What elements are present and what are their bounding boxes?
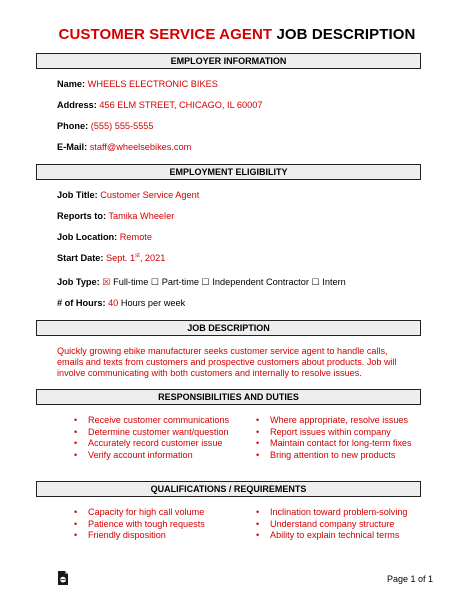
document-logo-icon [57, 571, 69, 585]
list-item: • Report issues within company [256, 427, 412, 439]
job-description-text: Quickly growing ebike manufacturer seeks customer service agent to handle calls, emails and texts from customers and prospective customers about products. Job will involve communicating with both customers and internally to resolve issues. [57, 346, 397, 378]
start-date-label: Start Date [57, 253, 101, 264]
job-type-field: Job Type: ☒ Full-time ☐ Part-time ☐ Independent Contractor ☐ Intern [57, 277, 346, 287]
job-location-label: Job Location [57, 232, 115, 242]
employer-name-value: WHEELS ELECTRONIC BIKES [87, 79, 218, 89]
hours-suffix: Hours per week [120, 298, 186, 308]
employer-section-header: EMPLOYER INFORMATION [36, 53, 421, 69]
employer-phone-field: Phone: (555) 555-5555 [57, 121, 154, 131]
description-section-header: JOB DESCRIPTION [36, 320, 421, 336]
part-time-checkbox[interactable]: ☐ [150, 277, 160, 287]
title-black-part: JOB DESCRIPTION [276, 26, 416, 43]
list-item: • Verify account information [74, 450, 229, 462]
list-item: • Accurately record customer issue [74, 438, 229, 450]
responsibilities-section-header: RESPONSIBILITIES AND DUTIES [36, 389, 421, 405]
contractor-checkbox[interactable]: ☐ [201, 277, 210, 287]
list-item: • Patience with tough requests [74, 519, 205, 531]
hours-label: # of Hours [57, 298, 103, 308]
hours-field: # of Hours: 40 Hours per week [57, 298, 186, 308]
employer-email-label: E-Mail [57, 142, 85, 152]
hours-value: 40 [108, 298, 119, 308]
employer-email-value[interactable]: staff@wheelsebikes.com [89, 142, 192, 152]
list-item: • Bring attention to new products [256, 450, 412, 462]
employer-phone-value: (555) 555-5555 [90, 121, 154, 131]
list-item: • Capacity for high call volume [74, 507, 205, 519]
start-date-field: Start Date: Sept. 1st, 2021 [57, 253, 166, 264]
qualifications-left-list [74, 507, 205, 542]
job-type-label: Job Type [57, 277, 97, 287]
job-type-option-full-time: Full-time [113, 277, 149, 287]
list-item: • Understand company structure [256, 519, 408, 531]
job-title-field: Job Title: Customer Service Agent [57, 190, 200, 200]
intern-checkbox[interactable]: ☐ [311, 277, 320, 287]
employer-address-label: Address [57, 100, 94, 110]
employer-email-field: E-Mail: staff@wheelsebikes.com [57, 142, 192, 152]
full-time-checkbox[interactable]: ☒ [102, 277, 111, 287]
job-type-option-intern: Intern [322, 277, 346, 287]
page-title [0, 26, 474, 43]
employer-name-label: Name [57, 79, 83, 89]
job-type-option-contractor: Independent Contractor [212, 277, 309, 287]
employer-name-field: Name: WHEELS ELECTRONIC BIKES [57, 79, 218, 89]
qualifications-right-list [256, 507, 408, 542]
job-title-value: Customer Service Agent [100, 190, 200, 200]
employer-phone-label: Phone [57, 121, 86, 131]
list-item: • Maintain contact for long-term fixes [256, 438, 412, 450]
job-title-label: Job Title [57, 190, 95, 200]
list-item: • Ability to explain technical terms [256, 530, 408, 542]
page-number: Page 1 of 1 [386, 574, 433, 584]
job-type-option-part-time: Part-time [161, 277, 199, 287]
job-location-field: Job Location: Remote [57, 232, 152, 242]
responsibilities-left-list [74, 415, 229, 461]
list-item: • Receive customer communications [74, 415, 229, 427]
list-item: • Determine customer want/question [74, 427, 229, 439]
start-date-value: Sept. 1st, 2021 [106, 253, 166, 264]
eligibility-section-header: EMPLOYMENT ELIGIBILITY [36, 164, 421, 180]
responsibilities-right-list [256, 415, 412, 461]
employer-address-field: Address: 456 ELM STREET, CHICAGO, IL 60007 [57, 100, 263, 110]
title-red-part: CUSTOMER SERVICE AGENT [58, 26, 273, 43]
reports-to-field: Reports to: Tamika Wheeler [57, 211, 175, 221]
qualifications-section-header: QUALIFICATIONS / REQUIREMENTS [36, 481, 421, 497]
reports-to-value: Tamika Wheeler [108, 211, 175, 221]
job-location-value: Remote [119, 232, 152, 242]
employer-address-value: 456 ELM STREET, CHICAGO, IL 60007 [99, 100, 263, 110]
list-item: • Friendly disposition [74, 530, 205, 542]
list-item: • Where appropriate, resolve issues [256, 415, 412, 427]
list-item: • Inclination toward problem-solving [256, 507, 408, 519]
reports-to-label: Reports to [57, 211, 103, 221]
